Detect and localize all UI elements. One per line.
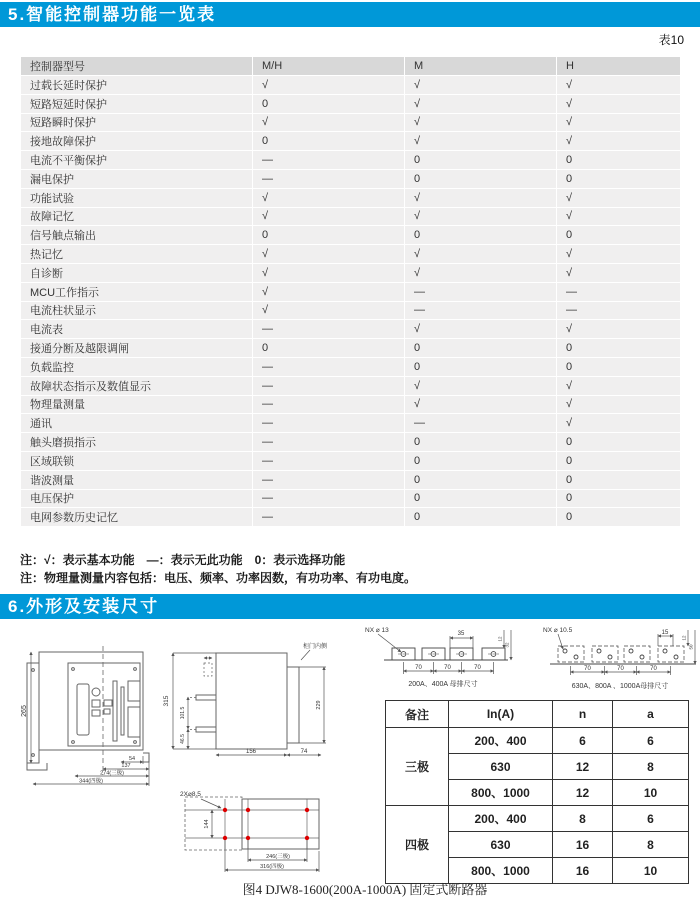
dimension-value-cell: 10 <box>613 858 689 884</box>
dimension-value-cell: 6 <box>553 728 613 754</box>
side-view-dimensions <box>173 650 326 755</box>
function-table-body <box>21 76 681 527</box>
function-table-row <box>21 113 681 132</box>
function-value-cell: √ <box>557 113 681 132</box>
busbar-small-caption: 200A、400A 母排尺寸 <box>408 681 478 688</box>
function-name-cell: 电网参数历史记忆 <box>21 508 253 527</box>
function-table-row <box>21 451 681 470</box>
function-value-cell: 0 <box>405 489 557 508</box>
table-tag: 表10 <box>658 33 684 47</box>
function-value-cell: √ <box>405 132 557 151</box>
dim-144: 144 <box>204 819 210 829</box>
function-name-cell: 功能试验 <box>21 188 253 207</box>
mounting-holes <box>223 808 309 840</box>
dimension-value-cell: 8 <box>613 832 689 858</box>
function-value-cell: √ <box>557 245 681 264</box>
function-table-row <box>21 470 681 489</box>
function-value-cell: √ <box>557 414 681 433</box>
function-table-row <box>21 414 681 433</box>
function-table-row <box>21 339 681 358</box>
dimension-table-row <box>386 728 689 754</box>
function-value-cell: 0 <box>405 433 557 452</box>
function-value-cell: √ <box>405 376 557 395</box>
dimension-value-cell: 800、1000 <box>449 858 553 884</box>
dim-70-6: 70 <box>650 666 657 672</box>
function-value-cell: 0 <box>557 451 681 470</box>
function-value-cell: — <box>557 301 681 320</box>
function-value-cell: — <box>253 357 405 376</box>
dim-12a: 12 <box>497 636 503 642</box>
dimension-table <box>385 700 689 884</box>
function-value-cell: √ <box>253 207 405 226</box>
dim-header-in: In(A) <box>449 701 553 728</box>
function-name-cell: 电流柱状显示 <box>21 301 253 320</box>
function-value-cell: 0 <box>557 470 681 489</box>
dimension-value-cell: 8 <box>613 754 689 780</box>
function-name-cell: 漏电保护 <box>21 169 253 188</box>
function-table-header-row <box>21 57 681 76</box>
function-table-row <box>21 301 681 320</box>
function-name-cell: 物理量测量 <box>21 395 253 414</box>
function-value-cell: √ <box>557 76 681 95</box>
function-value-cell: 0 <box>557 357 681 376</box>
function-name-cell: 通讯 <box>21 414 253 433</box>
function-value-cell: 0 <box>253 94 405 113</box>
busbar-large-drawing <box>536 622 700 694</box>
function-table-row <box>21 357 681 376</box>
function-value-cell: 0 <box>405 169 557 188</box>
function-name-cell: 负载监控 <box>21 357 253 376</box>
function-name-cell: 区域联锁 <box>21 451 253 470</box>
pole-group-cell: 四极 <box>386 806 449 884</box>
function-value-cell: — <box>253 451 405 470</box>
section-5-title: 5.智能控制器功能一览表 <box>8 5 217 24</box>
function-value-cell: √ <box>405 320 557 339</box>
function-value-cell: 0 <box>253 132 405 151</box>
function-value-cell: 0 <box>405 226 557 245</box>
function-value-cell: — <box>405 282 557 301</box>
function-name-cell: 接地故障保护 <box>21 132 253 151</box>
function-value-cell: √ <box>405 113 557 132</box>
function-table-row <box>21 188 681 207</box>
function-name-cell: 过载长延时保护 <box>21 76 253 95</box>
busbar-small-drawing <box>358 622 516 694</box>
dimension-value-cell: 630 <box>449 832 553 858</box>
function-table-row <box>21 320 681 339</box>
function-value-cell: 0 <box>557 169 681 188</box>
function-name-cell: 故障状态指示及数值显示 <box>21 376 253 395</box>
function-table-row <box>21 489 681 508</box>
dim-74: 74 <box>300 749 308 755</box>
dimension-value-cell: 200、400 <box>449 806 553 832</box>
function-value-cell: √ <box>253 188 405 207</box>
function-value-cell: √ <box>253 245 405 264</box>
dimension-table-header-row <box>386 701 689 728</box>
column-header-h: H <box>557 57 681 76</box>
cabinet-door-label: 柜门内侧 <box>303 644 328 650</box>
side-view-drawing <box>160 638 330 773</box>
dim-15: 15 <box>661 630 669 636</box>
section-6-title: 6.外形及安装尺寸 <box>8 597 160 616</box>
dimension-value-cell: 6 <box>613 806 689 832</box>
function-value-cell: 0 <box>557 151 681 170</box>
function-name-cell: 谐波测量 <box>21 470 253 489</box>
function-value-cell: 0 <box>405 151 557 170</box>
function-value-cell: √ <box>557 320 681 339</box>
busbar-large-label: NX ⌀ 10.5 <box>543 627 573 634</box>
dim-344: 344(四极) <box>79 778 103 785</box>
dim-12b: 12 <box>681 635 687 641</box>
function-value-cell: √ <box>557 376 681 395</box>
mounting-plan-drawing <box>168 790 328 890</box>
function-value-cell: √ <box>557 207 681 226</box>
function-value-cell: √ <box>253 113 405 132</box>
holes-label: 2X⌀8.5 <box>180 791 201 798</box>
function-value-cell: 0 <box>405 470 557 489</box>
column-header-model: 控制器型号 <box>21 57 253 76</box>
function-table-row <box>21 282 681 301</box>
dim-315: 315 <box>163 695 170 707</box>
function-name-cell: 短路短延时保护 <box>21 94 253 113</box>
function-value-cell: √ <box>405 395 557 414</box>
dim-header-n: n <box>553 701 613 728</box>
section-6-header <box>0 594 700 619</box>
function-value-cell: 0 <box>405 508 557 527</box>
function-value-cell: √ <box>557 395 681 414</box>
function-value-cell: 0 <box>405 451 557 470</box>
dim-32: 32 <box>504 642 510 648</box>
dim-header-remark: 备注 <box>386 701 449 728</box>
function-value-cell: 0 <box>557 433 681 452</box>
dim-50: 50 <box>688 644 694 650</box>
front-view-dimensions <box>31 652 149 786</box>
function-value-cell: √ <box>405 245 557 264</box>
dim-70-3: 70 <box>474 665 481 671</box>
function-value-cell: 0 <box>557 339 681 358</box>
dimension-value-cell: 630 <box>449 754 553 780</box>
function-value-cell: — <box>253 508 405 527</box>
side-view-outline <box>190 653 299 749</box>
dim-156: 156 <box>245 749 257 755</box>
function-table-row <box>21 226 681 245</box>
function-value-cell: 0 <box>557 226 681 245</box>
function-table-row <box>21 263 681 282</box>
column-header-mh: M/H <box>253 57 405 76</box>
dim-137: 137 <box>121 763 131 769</box>
front-view-drawing <box>18 643 168 813</box>
function-value-cell: — <box>253 320 405 339</box>
function-name-cell: 电压保护 <box>21 489 253 508</box>
function-value-cell: √ <box>557 132 681 151</box>
function-name-cell: 电流表 <box>21 320 253 339</box>
function-value-cell: — <box>253 414 405 433</box>
function-value-cell: 0 <box>557 508 681 527</box>
dim-265: 265 <box>21 705 28 717</box>
function-table-row <box>21 76 681 95</box>
function-name-cell: 电流不平衡保护 <box>21 151 253 170</box>
section-5-header <box>0 2 700 27</box>
function-value-cell: 0 <box>405 357 557 376</box>
dim-101-5: 101.5 <box>180 706 186 720</box>
function-value-cell: √ <box>557 188 681 207</box>
function-name-cell: 接通分断及越限调闸 <box>21 339 253 358</box>
column-header-m: M <box>405 57 557 76</box>
busbar-large-outline <box>550 646 696 664</box>
function-value-cell: — <box>253 433 405 452</box>
function-name-cell: 故障记忆 <box>21 207 253 226</box>
dimension-value-cell: 12 <box>553 754 613 780</box>
function-value-cell: — <box>253 489 405 508</box>
function-table-row <box>21 433 681 452</box>
note-2: 注：物理量测量内容包括：电压、频率、功率因数，有功功率、有功电度。 <box>20 571 417 585</box>
dim-274: 274(三极) <box>100 770 124 777</box>
function-value-cell: — <box>557 282 681 301</box>
dimension-value-cell: 200、400 <box>449 728 553 754</box>
function-table-row <box>21 508 681 527</box>
busbar-large-caption: 630A、800A 、1000A母排尺寸 <box>571 683 669 690</box>
dim-header-a: a <box>613 701 689 728</box>
dim-70-1: 70 <box>415 665 422 671</box>
dimension-table-body <box>386 728 689 884</box>
function-value-cell: √ <box>253 76 405 95</box>
dim-35: 35 <box>457 631 465 637</box>
dim-70-5: 70 <box>617 666 624 672</box>
busbar-large-dimensions <box>558 630 695 675</box>
note-1: 注：√：表示基本功能 —：表示无此功能 0：表示选择功能 <box>20 553 346 567</box>
function-value-cell: — <box>253 395 405 414</box>
dimension-value-cell: 10 <box>613 780 689 806</box>
dimension-table-row <box>386 806 689 832</box>
function-name-cell: 短路瞬时保护 <box>21 113 253 132</box>
function-name-cell: 热记忆 <box>21 245 253 264</box>
function-name-cell: 自诊断 <box>21 263 253 282</box>
function-value-cell: 0 <box>557 489 681 508</box>
function-name-cell: 信号触点输出 <box>21 226 253 245</box>
dimension-value-cell: 12 <box>553 780 613 806</box>
function-table-row <box>21 151 681 170</box>
dim-229: 229 <box>316 700 322 710</box>
function-value-cell: √ <box>405 188 557 207</box>
dimension-value-cell: 800、1000 <box>449 780 553 806</box>
pole-group-cell: 三极 <box>386 728 449 806</box>
dimension-value-cell: 16 <box>553 858 613 884</box>
dimension-value-cell: 8 <box>553 806 613 832</box>
function-value-cell: 0 <box>405 339 557 358</box>
function-value-cell: √ <box>405 263 557 282</box>
function-value-cell: — <box>405 414 557 433</box>
dimension-value-cell: 6 <box>613 728 689 754</box>
function-value-cell: √ <box>405 76 557 95</box>
function-value-cell: √ <box>253 301 405 320</box>
function-table-row <box>21 94 681 113</box>
function-table <box>20 56 681 527</box>
function-table-row <box>21 376 681 395</box>
function-table-row <box>21 245 681 264</box>
function-value-cell: √ <box>557 94 681 113</box>
function-value-cell: — <box>253 376 405 395</box>
function-value-cell: √ <box>405 207 557 226</box>
function-value-cell: 0 <box>253 339 405 358</box>
dim-46-5: 46.5 <box>180 734 186 744</box>
function-table-row <box>21 207 681 226</box>
busbar-small-label: NX ⌀ 13 <box>365 627 389 634</box>
function-value-cell: — <box>253 470 405 489</box>
function-value-cell: — <box>405 301 557 320</box>
function-value-cell: √ <box>557 263 681 282</box>
function-value-cell: — <box>253 151 405 170</box>
dim-54: 54 <box>128 756 136 762</box>
dim-70-4: 70 <box>584 666 591 672</box>
function-value-cell: √ <box>253 282 405 301</box>
figure-caption: 图4 DJW8-1600(200A-1000A) 固定式断路器 <box>242 882 488 897</box>
function-table-row <box>21 132 681 151</box>
function-value-cell: √ <box>253 263 405 282</box>
function-value-cell: 0 <box>253 226 405 245</box>
function-value-cell: √ <box>405 94 557 113</box>
function-name-cell: 触头磨损指示 <box>21 433 253 452</box>
function-table-row <box>21 169 681 188</box>
function-value-cell: — <box>253 169 405 188</box>
dimension-value-cell: 16 <box>553 832 613 858</box>
dim-70-2: 70 <box>444 665 451 671</box>
function-name-cell: MCU工作指示 <box>21 282 253 301</box>
busbar-small-outline <box>384 648 508 660</box>
dim-316: 316(四极) <box>260 864 284 870</box>
function-table-row <box>21 395 681 414</box>
dim-246: 246(三极) <box>266 854 290 860</box>
